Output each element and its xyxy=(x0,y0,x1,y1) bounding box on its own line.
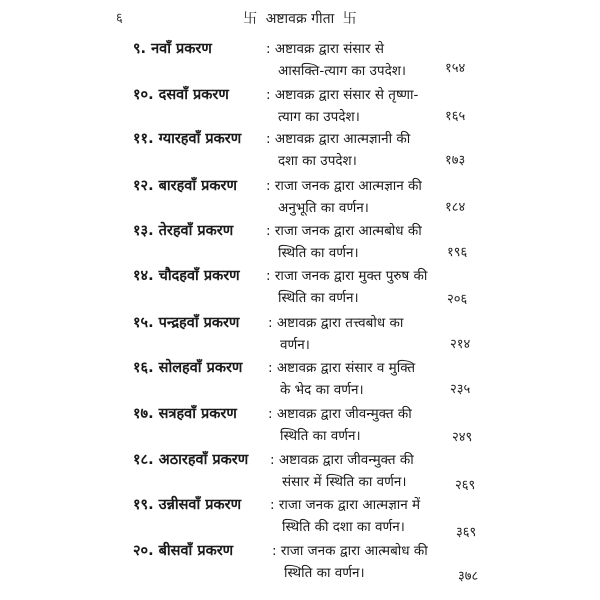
toc-entry xyxy=(0,220,600,266)
chapter-title: ९. नवाँ प्रकरण xyxy=(133,41,212,57)
description-line-1: : अष्टावक्र द्वारा तत्त्वबोध का xyxy=(268,315,404,331)
description-line-1: : अष्टावक्र द्वारा जीवन्मुक्त की xyxy=(268,406,412,422)
description-line-2: वर्णन। xyxy=(280,337,310,353)
toc-entry xyxy=(0,84,600,130)
description-line-2: दशा का उपदेश। xyxy=(278,153,357,169)
toc-entry xyxy=(0,449,600,495)
description-line-2: के भेद का वर्णन। xyxy=(280,382,364,398)
chapter-description xyxy=(266,265,436,309)
description-line-1: : अष्टावक्र द्वारा संसार व मुक्ति xyxy=(268,360,416,376)
page-reference: २१४ xyxy=(450,337,471,352)
description-line-2: अनुभूति का वर्णन। xyxy=(278,200,369,216)
description-line-2: स्थिति का वर्णन। xyxy=(278,245,359,261)
toc-entry xyxy=(0,357,600,403)
description-line-2: त्याग का उपदेश। xyxy=(278,109,360,125)
toc-entry xyxy=(0,38,600,84)
chapter-description xyxy=(266,38,436,82)
swastika-icon: 卐 xyxy=(342,11,357,27)
chapter-title: १९. उन्नीसवाँ प्रकरण xyxy=(133,497,242,513)
page-reference: १९६ xyxy=(447,245,468,260)
chapter-description xyxy=(272,540,442,584)
chapter-title: १०. दसवाँ प्रकरण xyxy=(133,87,229,103)
description-line-2: आसक्ति-त्याग का उपदेश। xyxy=(278,63,407,79)
chapter-title: २०. बीसवाँ प्रकरण xyxy=(133,543,234,559)
page-reference: १८४ xyxy=(445,200,466,215)
page-reference: ३६९ xyxy=(456,525,477,540)
description-line-1: : राजा जनक द्वारा आत्मबोध की xyxy=(272,543,428,559)
chapter-title: १४. चौदहवाँ प्रकरण xyxy=(133,268,240,284)
chapter-description xyxy=(266,220,436,264)
chapter-title: १३. तेरहवाँ प्रकरण xyxy=(133,223,234,239)
swastika-icon: 卐 xyxy=(243,11,258,27)
description-line-1: : अष्टावक्र द्वारा संसार से तृष्णा- xyxy=(266,87,419,103)
page-reference: १६५ xyxy=(445,109,466,124)
chapter-description xyxy=(270,494,440,538)
chapter-description xyxy=(266,84,436,128)
chapter-title: १८. अठारहवाँ प्रकरण xyxy=(133,452,249,468)
page-number: ६ xyxy=(116,11,123,26)
description-line-1: : अष्टावक्र द्वारा आत्मज्ञानी की xyxy=(266,131,411,147)
description-line-2: स्थिति का वर्णन। xyxy=(280,428,361,444)
toc-entry xyxy=(0,312,600,358)
toc-entry xyxy=(0,540,600,586)
chapter-title: १७. सत्रहवाँ प्रकरण xyxy=(133,406,237,422)
page-reference: १७३ xyxy=(445,153,466,168)
chapter-title: १२. बारहवाँ प्रकरण xyxy=(133,178,237,194)
page-reference: २३५ xyxy=(450,382,471,397)
chapter-description xyxy=(268,312,438,356)
description-line-2: संसार में स्थिति का वर्णन। xyxy=(282,474,407,490)
description-line-2: स्थिति की दशा का वर्णन। xyxy=(282,519,405,535)
page-reference: ३७८ xyxy=(458,569,479,584)
book-title: अष्टावक्र गीता xyxy=(265,11,335,27)
description-line-1: : अष्टावक्र द्वारा संसार से xyxy=(266,41,384,57)
page-reference: १५४ xyxy=(445,61,466,76)
page-reference: २४९ xyxy=(452,430,473,445)
description-line-1: : राजा जनक द्वारा आत्मज्ञान में xyxy=(270,497,421,513)
chapter-description xyxy=(266,128,436,172)
page-reference: २६९ xyxy=(455,478,476,493)
chapter-description xyxy=(270,449,440,493)
toc-entry xyxy=(0,128,600,174)
chapter-description xyxy=(266,175,436,219)
description-line-1: : राजा जनक द्वारा मुक्त पुरुष की xyxy=(266,268,428,284)
page-reference: २०६ xyxy=(447,292,468,307)
description-line-1: : राजा जनक द्वारा आत्मज्ञान की xyxy=(266,178,422,194)
chapter-description xyxy=(268,357,438,401)
chapter-title: १५. पन्द्रहवाँ प्रकरण xyxy=(133,315,240,331)
toc-entry xyxy=(0,265,600,311)
chapter-title: १६. सोलहवाँ प्रकरण xyxy=(133,360,243,376)
description-line-1: : राजा जनक द्वारा आत्मबोध की xyxy=(266,223,422,239)
description-line-1: : अष्टावक्र द्वारा जीवन्मुक्त की xyxy=(270,452,414,468)
toc-entry xyxy=(0,494,600,540)
description-line-2: स्थिति का वर्णन। xyxy=(278,290,359,306)
chapter-title: ११. ग्यारहवाँ प्रकरण xyxy=(133,131,242,147)
description-line-2: स्थिति का वर्णन। xyxy=(284,565,365,581)
chapter-description xyxy=(268,403,438,447)
toc-entry xyxy=(0,403,600,449)
toc-entry xyxy=(0,175,600,221)
